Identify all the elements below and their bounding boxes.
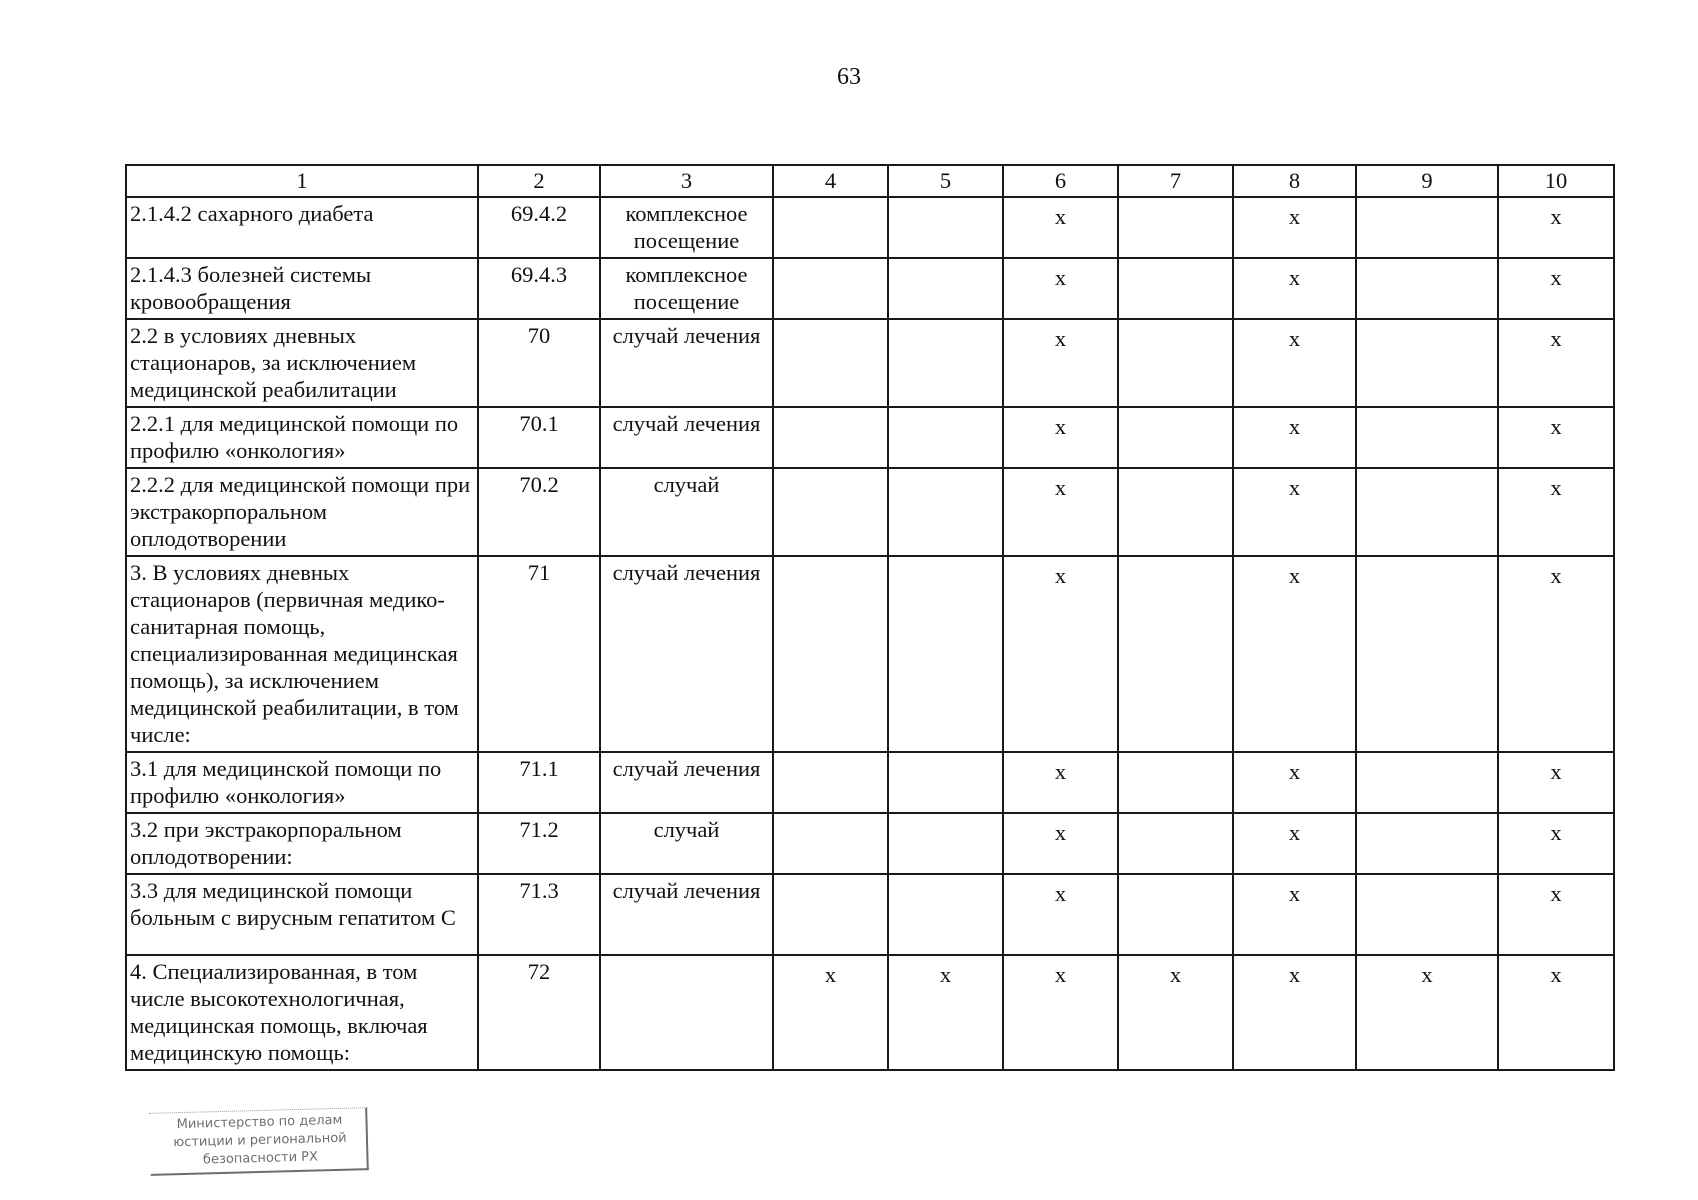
column-number: 5 bbox=[888, 165, 1003, 197]
row-name: 2.2.1 для медицинской помощи по профилю «онкология» bbox=[126, 407, 478, 468]
row-unit bbox=[600, 955, 773, 1070]
mark-col-6: х bbox=[1003, 197, 1118, 258]
data-table bbox=[125, 164, 1615, 1071]
column-number: 1 bbox=[126, 165, 478, 197]
mark-col-8: х bbox=[1233, 556, 1356, 752]
row-code: 69.4.2 bbox=[478, 197, 600, 258]
mark-col-4 bbox=[773, 813, 888, 874]
table-row bbox=[126, 955, 1614, 1070]
ministry-stamp bbox=[149, 1107, 369, 1176]
mark-col-8: х bbox=[1233, 752, 1356, 813]
mark-col-10: х bbox=[1498, 258, 1614, 319]
row-unit: случай лечения bbox=[600, 319, 773, 407]
mark-col-4 bbox=[773, 258, 888, 319]
mark-col-10: х bbox=[1498, 813, 1614, 874]
mark-col-6: х bbox=[1003, 955, 1118, 1070]
mark-col-10: х bbox=[1498, 319, 1614, 407]
mark-col-4 bbox=[773, 319, 888, 407]
mark-col-9 bbox=[1356, 874, 1498, 955]
stamp-line: Министерство по делам bbox=[176, 1112, 343, 1133]
row-unit: случай лечения bbox=[600, 874, 773, 955]
column-number-row bbox=[126, 165, 1614, 197]
mark-col-5 bbox=[888, 556, 1003, 752]
column-number: 6 bbox=[1003, 165, 1118, 197]
mark-col-7 bbox=[1118, 874, 1233, 955]
column-number: 8 bbox=[1233, 165, 1356, 197]
column-number: 3 bbox=[600, 165, 773, 197]
row-unit: случай bbox=[600, 813, 773, 874]
mark-col-5 bbox=[888, 258, 1003, 319]
mark-col-4: х bbox=[773, 955, 888, 1070]
row-unit: комплексное посещение bbox=[600, 258, 773, 319]
mark-col-8: х bbox=[1233, 874, 1356, 955]
mark-col-10: х bbox=[1498, 874, 1614, 955]
mark-col-6: х bbox=[1003, 874, 1118, 955]
table-row bbox=[126, 752, 1614, 813]
mark-col-6: х bbox=[1003, 813, 1118, 874]
mark-col-8: х bbox=[1233, 258, 1356, 319]
mark-col-7 bbox=[1118, 197, 1233, 258]
mark-col-9 bbox=[1356, 752, 1498, 813]
table-row bbox=[126, 197, 1614, 258]
mark-col-10: х bbox=[1498, 407, 1614, 468]
row-unit: случай лечения bbox=[600, 407, 773, 468]
mark-col-4 bbox=[773, 468, 888, 556]
mark-col-5 bbox=[888, 407, 1003, 468]
mark-col-10: х bbox=[1498, 197, 1614, 258]
mark-col-5 bbox=[888, 752, 1003, 813]
row-code: 72 bbox=[478, 955, 600, 1070]
mark-col-9 bbox=[1356, 258, 1498, 319]
row-name: 3. В условиях дневных стационаров (первичная медико-санитарная помощь, специализированная медицинская помощь), за исключением медицинской реабилитации, в том числе: bbox=[126, 556, 478, 752]
row-name: 3.3 для медицинской помощи больным с вирусным гепатитом С bbox=[126, 874, 478, 955]
mark-col-8: х bbox=[1233, 319, 1356, 407]
table-row bbox=[126, 258, 1614, 319]
mark-col-6: х bbox=[1003, 319, 1118, 407]
mark-col-8: х bbox=[1233, 813, 1356, 874]
mark-col-10: х bbox=[1498, 752, 1614, 813]
row-code: 70.1 bbox=[478, 407, 600, 468]
mark-col-9 bbox=[1356, 407, 1498, 468]
table-row bbox=[126, 874, 1614, 955]
row-code: 70.2 bbox=[478, 468, 600, 556]
mark-col-5 bbox=[888, 197, 1003, 258]
mark-col-6: х bbox=[1003, 752, 1118, 813]
row-code: 71 bbox=[478, 556, 600, 752]
mark-col-10: х bbox=[1498, 556, 1614, 752]
row-code: 71.3 bbox=[478, 874, 600, 955]
mark-col-8: х bbox=[1233, 407, 1356, 468]
mark-col-5 bbox=[888, 874, 1003, 955]
mark-col-6: х bbox=[1003, 407, 1118, 468]
table-row bbox=[126, 556, 1614, 752]
mark-col-4 bbox=[773, 752, 888, 813]
mark-col-7 bbox=[1118, 556, 1233, 752]
mark-col-4 bbox=[773, 407, 888, 468]
column-number: 7 bbox=[1118, 165, 1233, 197]
table-row bbox=[126, 319, 1614, 407]
table-row bbox=[126, 813, 1614, 874]
mark-col-10: х bbox=[1498, 955, 1614, 1070]
mark-col-7 bbox=[1118, 752, 1233, 813]
mark-col-7: х bbox=[1118, 955, 1233, 1070]
row-name: 2.1.4.2 сахарного диабета bbox=[126, 197, 478, 258]
table-row bbox=[126, 468, 1614, 556]
mark-col-5: х bbox=[888, 955, 1003, 1070]
mark-col-7 bbox=[1118, 319, 1233, 407]
column-number: 2 bbox=[478, 165, 600, 197]
mark-col-6: х bbox=[1003, 556, 1118, 752]
mark-col-4 bbox=[773, 874, 888, 955]
mark-col-8: х bbox=[1233, 468, 1356, 556]
mark-col-7 bbox=[1118, 468, 1233, 556]
row-name: 4. Специализированная, в том числе высокотехнологичная, медицинская помощь, включая медицинскую помощь: bbox=[126, 955, 478, 1070]
row-name: 3.1 для медицинской помощи по профилю «онкология» bbox=[126, 752, 478, 813]
row-code: 71.2 bbox=[478, 813, 600, 874]
mark-col-7 bbox=[1118, 813, 1233, 874]
page-number: 63 bbox=[837, 64, 861, 90]
row-unit: случай лечения bbox=[600, 752, 773, 813]
row-unit: случай bbox=[600, 468, 773, 556]
mark-col-5 bbox=[888, 813, 1003, 874]
column-number: 4 bbox=[773, 165, 888, 197]
table-body bbox=[126, 165, 1614, 1070]
row-code: 71.1 bbox=[478, 752, 600, 813]
row-name: 2.2 в условиях дневных стационаров, за исключением медицинской реабилитации bbox=[126, 319, 478, 407]
mark-col-9 bbox=[1356, 813, 1498, 874]
column-number: 10 bbox=[1498, 165, 1614, 197]
row-code: 69.4.3 bbox=[478, 258, 600, 319]
mark-col-9 bbox=[1356, 197, 1498, 258]
row-unit: случай лечения bbox=[600, 556, 773, 752]
mark-col-4 bbox=[773, 556, 888, 752]
row-code: 70 bbox=[478, 319, 600, 407]
mark-col-5 bbox=[888, 468, 1003, 556]
row-name: 2.1.4.3 болезней системы кровообращения bbox=[126, 258, 478, 319]
stamp-line: юстиции и региональной bbox=[173, 1130, 347, 1151]
mark-col-6: х bbox=[1003, 258, 1118, 319]
row-unit: комплексное посещение bbox=[600, 197, 773, 258]
mark-col-9 bbox=[1356, 556, 1498, 752]
row-name: 2.2.2 для медицинской помощи при экстракорпоральном оплодотворении bbox=[126, 468, 478, 556]
mark-col-7 bbox=[1118, 407, 1233, 468]
mark-col-8: х bbox=[1233, 955, 1356, 1070]
column-number: 9 bbox=[1356, 165, 1498, 197]
table-row bbox=[126, 407, 1614, 468]
mark-col-9 bbox=[1356, 319, 1498, 407]
stamp-line: безопасности РХ bbox=[202, 1149, 319, 1168]
mark-col-9: х bbox=[1356, 955, 1498, 1070]
mark-col-5 bbox=[888, 319, 1003, 407]
mark-col-10: х bbox=[1498, 468, 1614, 556]
row-name: 3.2 при экстракорпоральном оплодотворении: bbox=[126, 813, 478, 874]
mark-col-4 bbox=[773, 197, 888, 258]
mark-col-8: х bbox=[1233, 197, 1356, 258]
mark-col-7 bbox=[1118, 258, 1233, 319]
mark-col-6: х bbox=[1003, 468, 1118, 556]
mark-col-9 bbox=[1356, 468, 1498, 556]
